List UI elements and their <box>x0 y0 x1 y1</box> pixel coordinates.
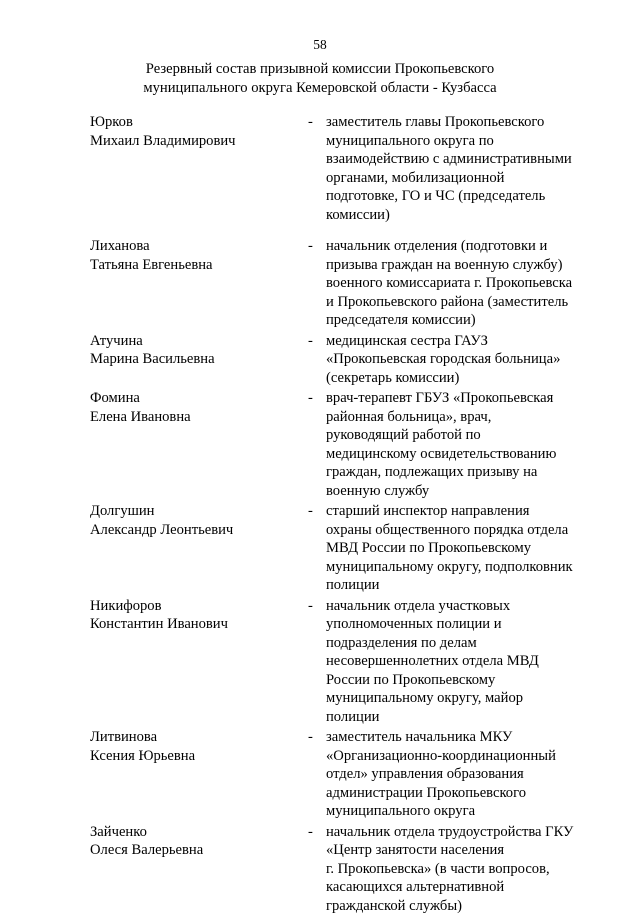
role-line: призыва граждан на военную службу) <box>326 256 596 275</box>
role-line: врач-терапевт ГБУЗ «Прокопьевская <box>326 389 596 408</box>
role-line: гражданской службы) <box>326 897 596 915</box>
member-surname: Никифоров <box>90 597 308 616</box>
role-line: России по Прокопьевскому <box>326 671 596 690</box>
member-entry <box>90 237 610 330</box>
role-line: уполномоченных полиции и <box>326 615 596 634</box>
member-entry <box>90 502 610 595</box>
role-line: «Центр занятости населения <box>326 841 596 860</box>
member-role <box>326 113 596 224</box>
role-line: подготовке, ГО и ЧС (председатель <box>326 187 596 206</box>
role-line: «Прокопьевская городская больница» <box>326 350 596 369</box>
role-line: военного комиссариата г. Прокопьевска <box>326 274 596 293</box>
role-line: охраны общественного порядка отдела <box>326 521 596 540</box>
member-role <box>326 389 596 500</box>
role-line: медицинская сестра ГАУЗ <box>326 332 596 351</box>
document-title <box>90 60 550 97</box>
role-line: медицинскому освидетельствованию <box>326 445 596 464</box>
member-name <box>90 502 308 539</box>
member-name <box>90 823 308 860</box>
role-line: муниципальному округу, майор <box>326 689 596 708</box>
separator-dash: - <box>308 597 326 616</box>
member-entry <box>90 823 610 915</box>
member-role <box>326 823 596 915</box>
role-line: комиссии) <box>326 206 596 225</box>
member-given-names: Елена Ивановна <box>90 408 308 427</box>
member-entry <box>90 332 610 388</box>
role-line: администрации Прокопьевского <box>326 784 596 803</box>
title-line: муниципального округа Кемеровской области - Кузбасса <box>90 79 550 98</box>
page-number: 58 <box>0 36 640 54</box>
member-entry <box>90 389 610 500</box>
member-role <box>326 597 596 727</box>
role-line: органами, мобилизационной <box>326 169 596 188</box>
member-surname: Литвинова <box>90 728 308 747</box>
member-surname: Зайченко <box>90 823 308 842</box>
member-role <box>326 332 596 388</box>
role-line: МВД России по Прокопьевскому <box>326 539 596 558</box>
member-given-names: Олеся Валерьевна <box>90 841 308 860</box>
role-line: заместитель начальника МКУ <box>326 728 596 747</box>
member-surname: Атучина <box>90 332 308 351</box>
member-name <box>90 389 308 426</box>
role-line: г. Прокопьевска» (в части вопросов, <box>326 860 596 879</box>
role-line: «Организационно-координационный <box>326 747 596 766</box>
separator-dash: - <box>308 389 326 408</box>
member-given-names: Александр Леонтьевич <box>90 521 308 540</box>
role-line: полиции <box>326 708 596 727</box>
role-line: отдел» управления образования <box>326 765 596 784</box>
role-line: муниципального округа <box>326 802 596 821</box>
member-given-names: Ксения Юрьевна <box>90 747 308 766</box>
role-line: начальник отделения (подготовки и <box>326 237 596 256</box>
role-line: взаимодействию с административными <box>326 150 596 169</box>
role-line: военную службу <box>326 482 596 501</box>
member-given-names: Татьяна Евгеньевна <box>90 256 308 275</box>
member-role <box>326 728 596 821</box>
role-line: (секретарь комиссии) <box>326 369 596 388</box>
member-name <box>90 332 308 369</box>
member-name <box>90 597 308 634</box>
role-line: начальник отдела участковых <box>326 597 596 616</box>
member-given-names: Константин Иванович <box>90 615 308 634</box>
member-entry <box>90 728 610 821</box>
role-line: касающихся альтернативной <box>326 878 596 897</box>
separator-dash: - <box>308 237 326 256</box>
role-line: старший инспектор направления <box>326 502 596 521</box>
role-line: граждан, подлежащих призыву на <box>326 463 596 482</box>
member-given-names: Михаил Владимирович <box>90 132 308 151</box>
member-role <box>326 237 596 330</box>
member-given-names: Марина Васильевна <box>90 350 308 369</box>
member-role <box>326 502 596 595</box>
role-line: полиции <box>326 576 596 595</box>
member-list <box>90 113 610 915</box>
member-surname: Лиханова <box>90 237 308 256</box>
member-surname: Долгушин <box>90 502 308 521</box>
member-entry <box>90 113 610 224</box>
separator-dash: - <box>308 823 326 842</box>
role-line: районная больница», врач, <box>326 408 596 427</box>
role-line: руководящий работой по <box>326 426 596 445</box>
role-line: муниципальному округу, подполковник <box>326 558 596 577</box>
separator-dash: - <box>308 502 326 521</box>
member-name <box>90 728 308 765</box>
role-line: начальник отдела трудоустройства ГКУ <box>326 823 596 842</box>
role-line: несовершеннолетних отдела МВД <box>326 652 596 671</box>
separator-dash: - <box>308 728 326 747</box>
separator-dash: - <box>308 332 326 351</box>
member-name <box>90 237 308 274</box>
role-line: председателя комиссии) <box>326 311 596 330</box>
member-name <box>90 113 308 150</box>
role-line: муниципального округа по <box>326 132 596 151</box>
member-surname: Юрков <box>90 113 308 132</box>
role-line: заместитель главы Прокопьевского <box>326 113 596 132</box>
member-entry <box>90 597 610 727</box>
title-line: Резервный состав призывной комиссии Прокопьевского <box>90 60 550 79</box>
member-surname: Фомина <box>90 389 308 408</box>
role-line: и Прокопьевского района (заместитель <box>326 293 596 312</box>
role-line: подразделения по делам <box>326 634 596 653</box>
separator-dash: - <box>308 113 326 132</box>
